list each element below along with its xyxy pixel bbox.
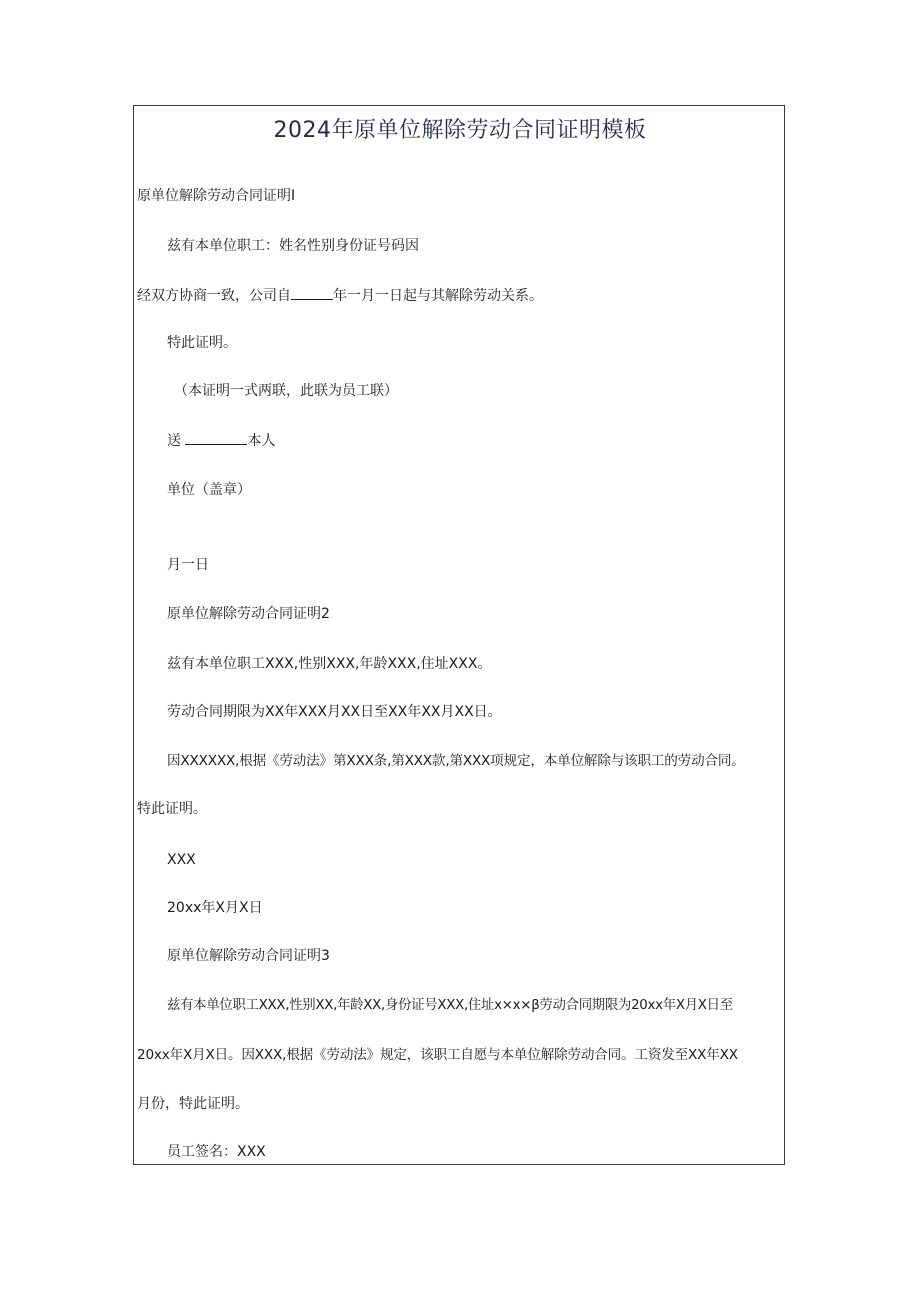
section1-note: （本证明一式两联，此联为员工联） xyxy=(174,383,398,399)
section3-line3: 月份，特此证明。 xyxy=(137,1096,249,1112)
section1-date: 月一日 xyxy=(167,557,209,573)
section2-line3: 因XXXXXX,根据《劳动法》第XXX条,第XXX款,第XXX项规定，本单位解除与该职工的劳动合同。 xyxy=(167,753,745,769)
section3-heading: 原单位解除劳动合同证明3 xyxy=(167,948,330,964)
section1-line1: 兹有本单位职工：姓名性别身份证号码因 xyxy=(167,238,419,254)
section3-signature: 员工签名：XXX xyxy=(167,1144,266,1160)
section2-line1: 兹有本单位职工XXX,性别XXX,年龄XXX,住址XXX。 xyxy=(167,656,492,672)
section2-signer: XXX xyxy=(167,852,196,868)
section1-line2-part-b: 年一月一日起与其解除劳动关系。 xyxy=(333,288,543,304)
section1-line2 xyxy=(137,285,543,306)
date-year-blank xyxy=(291,285,333,300)
section3-line1: 兹有本单位职工XXX,性别XX,年龄XX,身份证号XXX,住址x×x×β劳动合同期限为20xx年X月X日至 xyxy=(167,998,733,1013)
section1-send-line xyxy=(167,430,275,451)
section1-heading: 原单位解除劳动合同证明I xyxy=(137,188,296,204)
send-label: 送 xyxy=(167,433,181,449)
section1-closing: 特此证明。 xyxy=(167,335,237,351)
section1-line2-part-a: 经双方协商一致，公司自 xyxy=(137,288,291,304)
section2-line2: 劳动合同期限为XX年XXX月XX日至XX年XX月XX日。 xyxy=(167,704,502,720)
section2-closing: 特此证明。 xyxy=(137,801,207,817)
section1-unit-seal: 单位（盖章） xyxy=(167,482,251,498)
section3-line2: 20xx年X月X日。因XXX,根据《劳动法》规定，该职工自愿与本单位解除劳动合同。工资发至XX年XX xyxy=(137,1047,738,1063)
section2-heading: 原单位解除劳动合同证明2 xyxy=(167,606,330,622)
section2-date: 20xx年X月X日 xyxy=(167,900,263,916)
document-title: 2024年原单位解除劳动合同证明模板 xyxy=(273,118,647,143)
send-recipient: 本人 xyxy=(247,433,276,449)
recipient-blank xyxy=(185,430,247,445)
